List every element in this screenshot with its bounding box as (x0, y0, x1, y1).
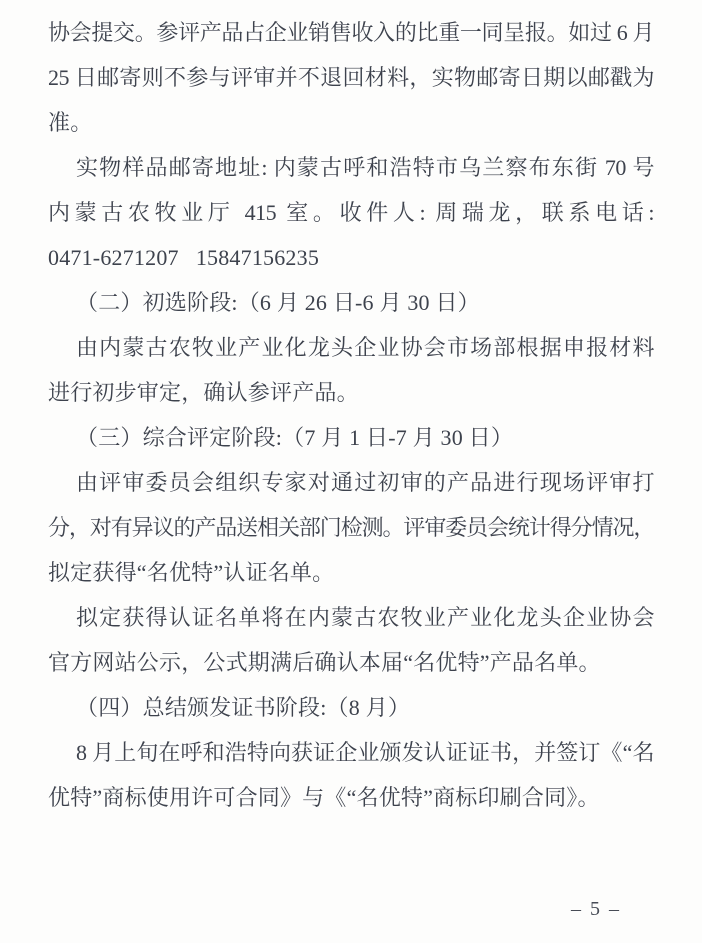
text-line: 官方网站公示，公式期满后确认本届“名优特”产品名单。 (48, 650, 601, 675)
text-line: 拟定获得认证名单将在内蒙古农牧业产业化龙头企业协会 (76, 605, 654, 630)
section-heading: （四）总结颁发证书阶段:（8 月） (76, 695, 411, 720)
text-line: 由评审委员会组织专家对通过初审的产品进行现场评审打 (76, 470, 654, 495)
text-line: 优特”商标使用许可合同》与《“名优特”商标印刷合同》。 (48, 785, 600, 810)
section-heading: （三）综合评定阶段:（7 月 1 日-7 月 30 日） (76, 425, 514, 450)
text-line: 25 日邮寄则不参与评审并不退回材料，实物邮寄日期以邮戳为 (48, 65, 654, 90)
document-body (48, 10, 654, 820)
text-line: 协会提交。参评产品占企业销售收入的比重一同呈报。如过 6 月 (48, 20, 654, 45)
text-line: 内蒙古农牧业厅 415 室。收件人: 周瑞龙，联系电话: (48, 200, 654, 225)
text-line: 准。 (48, 110, 93, 135)
text-line: 拟定获得“名优特”认证名单。 (48, 560, 335, 585)
text-line: 由内蒙古农牧业产业化龙头企业协会市场部根据申报材料 (76, 335, 654, 360)
text-line: 实物样品邮寄地址: 内蒙古呼和浩特市乌兰察布东街 70 号 (76, 155, 654, 180)
text-line: 0471-6271207 15847156235 (48, 245, 320, 270)
page-number: – 5 – (571, 898, 621, 920)
text-line: 进行初步审定，确认参评产品。 (48, 380, 359, 405)
section-heading: （二）初选阶段:（6 月 26 日-6 月 30 日） (76, 290, 480, 315)
text-line: 分，对有异议的产品送相关部门检测。评审委员会统计得分情况， (48, 515, 654, 540)
text-line: 8 月上旬在呼和浩特向获证企业颁发认证证书，并签订《“名 (76, 740, 654, 765)
